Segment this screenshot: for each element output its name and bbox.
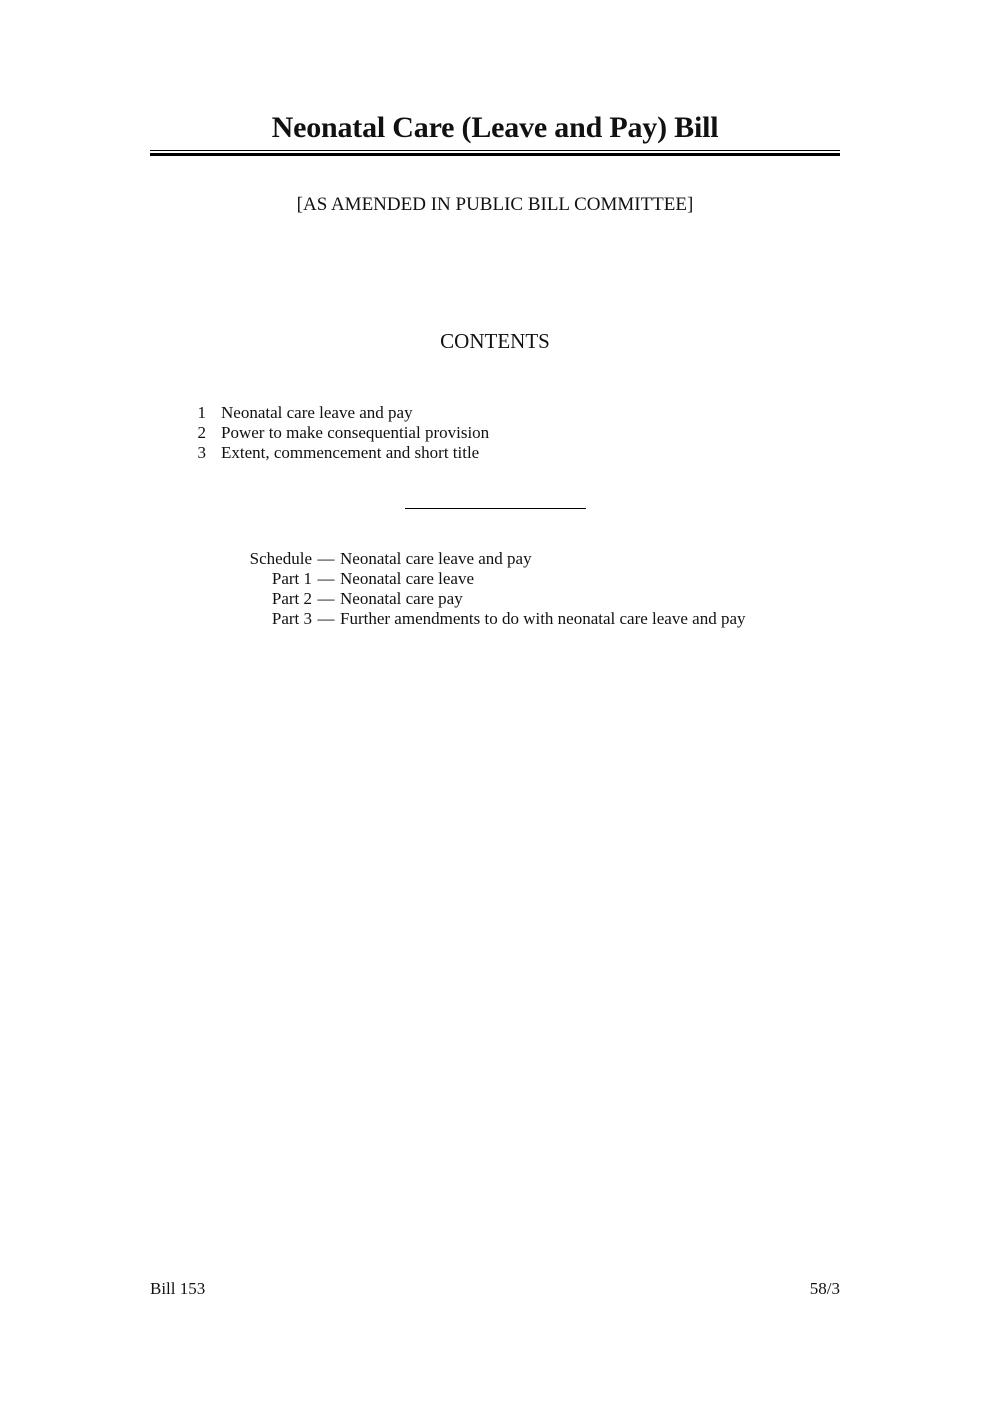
schedule-title: Further amendments to do with neonatal care leave and pay <box>340 609 746 628</box>
section-title: Extent, commencement and short title <box>221 443 480 462</box>
contents-divider <box>405 508 586 509</box>
title-rule-thick <box>150 153 840 156</box>
footer-session-ref: 58/3 <box>809 1279 840 1298</box>
schedule-label: Part 3 <box>271 609 312 628</box>
schedule-item <box>236 549 746 569</box>
section-number: 2 <box>197 423 206 442</box>
bill-title: Neonatal Care (Leave and Pay) Bill <box>271 111 719 144</box>
section-number: 3 <box>197 443 206 462</box>
schedule-label: Schedule <box>249 549 312 568</box>
schedule-label: Part 1 <box>271 569 312 588</box>
amendment-status: [AS AMENDED IN PUBLIC BILL COMMITTEE] <box>296 194 694 215</box>
contents-heading: CONTENTS <box>440 329 550 353</box>
schedule-title: Neonatal care leave <box>340 569 475 588</box>
section-title: Neonatal care leave and pay <box>221 403 413 422</box>
toc-item <box>180 403 489 423</box>
schedule-label: Part 2 <box>271 589 312 608</box>
footer-bill-number: Bill 153 <box>150 1279 206 1298</box>
dash: — <box>317 609 335 628</box>
toc-item <box>180 423 489 443</box>
section-title: Power to make consequential provision <box>221 423 490 442</box>
schedule-item <box>236 589 746 609</box>
schedule-item <box>236 569 746 589</box>
dash: — <box>317 569 335 588</box>
title-rule-thin <box>150 150 840 151</box>
dash: — <box>317 549 335 568</box>
toc-item <box>180 443 489 463</box>
section-number: 1 <box>197 403 206 422</box>
sections-list <box>180 403 489 463</box>
schedule-title: Neonatal care pay <box>340 589 463 608</box>
dash: — <box>317 589 335 608</box>
schedule-list <box>236 549 746 629</box>
schedule-item <box>236 609 746 629</box>
schedule-title: Neonatal care leave and pay <box>340 549 532 568</box>
